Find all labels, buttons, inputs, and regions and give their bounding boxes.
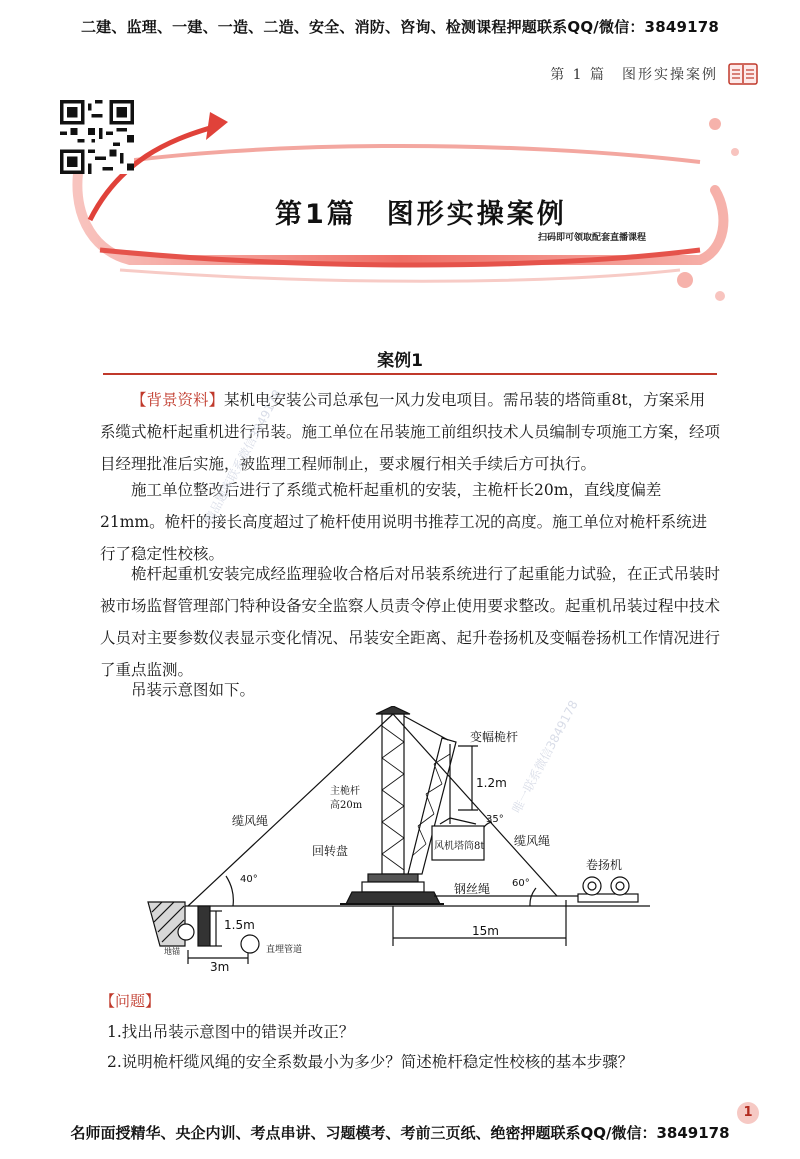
label-guy-rope-right: 缆风绳	[514, 834, 551, 848]
label-slewing-base: 回转盘	[312, 844, 349, 858]
book-icon	[728, 62, 758, 86]
label-angle-40: 40°	[240, 874, 258, 885]
label-dim-1-2m: 1.2m	[476, 776, 507, 790]
qr-code-icon[interactable]	[60, 100, 134, 174]
lifting-diagram	[140, 706, 660, 976]
question-1: 1.找出吊装示意图中的错误并改正？	[107, 1023, 355, 1041]
label-guy-rope-left: 缆风绳	[232, 814, 269, 828]
label-angle-60: 60°	[512, 878, 530, 889]
background-paragraph-4: 吊装示意图如下。	[131, 681, 256, 699]
label-dim-3m: 3m	[210, 960, 230, 974]
label-tower-load: 风机塔筒8t	[434, 841, 485, 852]
label-dim-1-5m: 1.5m	[224, 918, 255, 932]
running-head-text: 第 1 篇 图形实操案例	[550, 67, 718, 83]
label-dim-15m: 15m	[472, 924, 499, 938]
label-winch: 卷扬机	[586, 858, 623, 872]
soil-hatch	[148, 902, 185, 946]
background-tag: 【背景资料】	[131, 391, 225, 409]
background-paragraph-1	[100, 384, 720, 480]
case-title: 案例1	[377, 351, 423, 371]
background-paragraph-3: 桅杆起重机安装完成经监理验收合格后对吊装系统进行了起重能力试验，在正式吊装时被市场监督管理部门特种设备安全监察人员责令停止使用要求整改。起重机吊装过程中技术人员对主要参数仪表显示变化情况、吊装安全距离、起升卷扬机及变幅卷扬机工作情况进行了重点监测。	[100, 565, 721, 679]
chapter-hero	[60, 100, 750, 310]
top-banner: 二建、监理、一建、一造、二造、安全、消防、咨询、检测课程押题联系QQ/微信：3849178	[80, 18, 720, 36]
label-buried-pipe: 直埋管道	[266, 945, 303, 955]
questions-tag: 【问题】	[100, 992, 161, 1010]
question-2: 2.说明桅杆缆风绳的安全系数最小为多少？简述桅杆稳定性校核的基本步骤？	[107, 1053, 634, 1071]
case-title-rule	[103, 373, 717, 375]
label-luffing-boom: 变幅桅杆	[470, 730, 519, 744]
chapter-title: 第1篇 图形实操案例	[275, 199, 567, 230]
background-text-1: 某机电安装公司总承包一风力发电项目。需吊装的塔筒重8t，方案采用系缆式桅杆起重机进行吊装。施工单位在吊装施工前组织技术人员编制专项施工方案，经项目经理批准后实施，被监理工程师制止，要求履行相关手续后方可执行。	[100, 391, 721, 473]
page-number: 1	[737, 1102, 759, 1124]
bottom-banner: 名师面授精华、央企内训、考点串讲、习题模考、考前三页纸、绝密押题联系QQ/微信：3849178	[70, 1124, 730, 1142]
lifting-diagram-drawing	[140, 706, 660, 976]
label-anchor: 地锚	[164, 947, 180, 956]
label-wire-rope: 钢丝绳	[454, 882, 491, 896]
label-main-mast-1: 主桅杆	[330, 786, 360, 797]
label-main-mast-2: 高20m	[330, 800, 363, 811]
running-head	[550, 62, 758, 86]
watermark-1: 精品题库联系微信3849178	[201, 387, 285, 527]
background-paragraph-2: 施工单位整改后进行了系缆式桅杆起重机的安装，主桅杆长20m，直线度偏差21mm。桅杆的接长高度超过了桅杆使用说明书推荐工况的高度。施工单位对桅杆系统进行了稳定性校核。	[100, 481, 708, 563]
qr-caption: 扫码即可领取配套直播课程	[538, 233, 647, 243]
watermark-2: 唯一联系微信3849178	[509, 698, 581, 816]
label-angle-35: 35°	[486, 814, 504, 825]
